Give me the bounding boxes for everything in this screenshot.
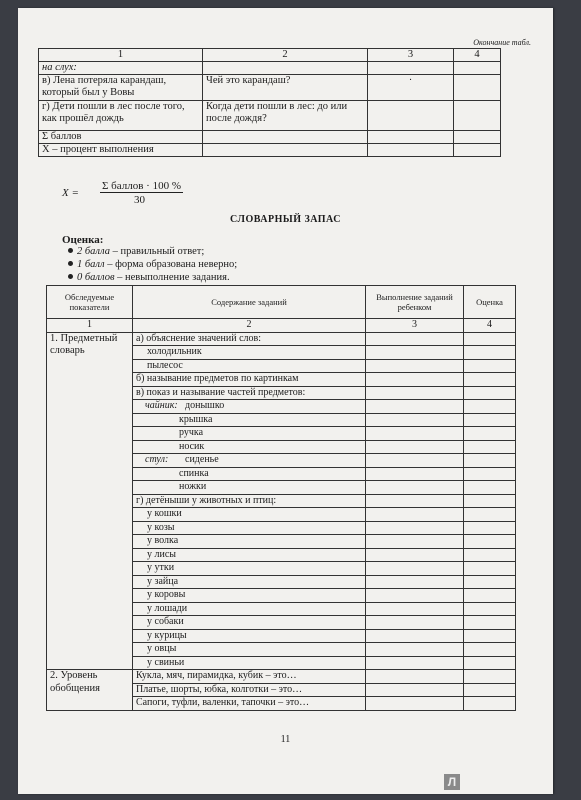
result-cell (366, 535, 464, 549)
score-cell (464, 562, 516, 576)
score-cell (464, 400, 516, 414)
row-label: в) Лена потеряла карандаш, который был у Вовы (39, 75, 203, 101)
task-text: а) объяснение значений слов: (136, 332, 262, 344)
score-item (68, 259, 237, 270)
score-cell (464, 359, 516, 373)
task-cell (133, 602, 366, 616)
result-cell (366, 589, 464, 603)
header-row (47, 286, 516, 319)
score-cell (464, 481, 516, 495)
col-num: 4 (454, 49, 501, 62)
task-text: ножки (179, 481, 207, 492)
task-text: в) показ и называние частей предметов: (136, 386, 306, 398)
task-text: сиденье (185, 454, 219, 465)
result-cell (366, 575, 464, 589)
score-cell (464, 697, 516, 711)
task-cell (133, 332, 366, 346)
score-item (68, 246, 204, 257)
table-end-note: Окончание табл. (473, 38, 531, 47)
task-cell (133, 413, 366, 427)
row-task: Когда дети пошли в лес: до или после дождя? (203, 101, 368, 131)
task-cell (133, 359, 366, 373)
task-text: у утки (147, 562, 175, 573)
score-cell (464, 346, 516, 360)
task-text: холодильник (147, 346, 202, 357)
task-cell (133, 616, 366, 630)
result-cell (366, 346, 464, 360)
document-page (18, 8, 553, 794)
result-cell (366, 562, 464, 576)
task-cell (133, 440, 366, 454)
result-cell (366, 670, 464, 684)
table-row (47, 332, 516, 346)
result-cell (366, 332, 464, 346)
score-cell (464, 575, 516, 589)
item-prefix: стул: (145, 454, 169, 465)
row-task: Чей это карандаш? (203, 75, 368, 101)
bullet-icon (68, 248, 73, 253)
col-num: 3 (368, 49, 454, 62)
score-item (68, 272, 230, 283)
score-cell (464, 643, 516, 657)
col-num: 4 (464, 319, 516, 333)
task-cell (133, 535, 366, 549)
task-text: у лисы (147, 548, 176, 560)
task-text: донышко (185, 400, 225, 411)
score-cell (464, 494, 516, 508)
result-cell (366, 508, 464, 522)
score-text: – невыполнение задания. (114, 272, 230, 283)
assessment-table-top (38, 48, 501, 157)
item-prefix: чайник: (145, 400, 178, 411)
task-text: Платье, шорты, юбка, колготки – это… (136, 683, 303, 695)
task-cell (133, 670, 366, 684)
score-points: 0 баллов (77, 272, 115, 283)
task-text: у зайца (147, 575, 179, 587)
task-text: г) детёныши у животных и птиц: (136, 494, 277, 506)
score-text: – форма образована неверно; (104, 259, 238, 270)
task-cell (133, 400, 366, 414)
task-text: Сапоги, туфли, валенки, тапочки – это… (136, 697, 310, 708)
task-cell (133, 467, 366, 481)
score-cell (464, 589, 516, 603)
result-cell (366, 494, 464, 508)
score-cell (464, 413, 516, 427)
task-cell (133, 697, 366, 711)
task-text: у кошки (147, 508, 182, 519)
task-text: у свиньи (147, 656, 185, 668)
header-tasks: Содержание заданий (133, 286, 366, 319)
task-text: б) называние предметов по картинкам (136, 373, 299, 384)
result-cell (366, 656, 464, 670)
task-cell (133, 346, 366, 360)
task-cell (133, 643, 366, 657)
header-indicators: Обследуемые показатели (47, 286, 133, 319)
task-cell (133, 373, 366, 387)
task-text: у курицы (147, 629, 187, 641)
task-text: у лошади (147, 602, 188, 614)
col-num: 3 (366, 319, 464, 333)
score-text: – правильный ответ; (109, 246, 205, 257)
result-cell (366, 454, 464, 468)
col-num: 2 (133, 319, 366, 333)
result-cell (366, 413, 464, 427)
header-score: Оценка (464, 286, 516, 319)
result-cell (366, 386, 464, 400)
score-cell (464, 548, 516, 562)
bullet-icon (68, 274, 73, 279)
task-text: у волка (147, 535, 179, 546)
score-cell (464, 508, 516, 522)
task-cell (133, 427, 366, 441)
bullet-icon (68, 261, 73, 266)
result-cell (366, 359, 464, 373)
task-text: пылесос (147, 359, 183, 371)
col-num: 1 (39, 49, 203, 62)
table-row (39, 131, 501, 144)
task-cell (133, 481, 366, 495)
score-cell (464, 535, 516, 549)
result-cell (366, 440, 464, 454)
result-cell (366, 602, 464, 616)
score-cell (464, 427, 516, 441)
col-num: 1 (47, 319, 133, 333)
section-title: СЛОВАРНЫЙ ЗАПАС (230, 214, 341, 225)
task-cell (133, 656, 366, 670)
score-cell (464, 386, 516, 400)
formula-denominator: 30 (134, 194, 145, 206)
group-label: 1. Предметный словарь (47, 332, 133, 670)
result-cell: · (368, 75, 454, 101)
sum-label: Σ баллов (39, 131, 203, 144)
score-cell (464, 670, 516, 684)
score-cell (464, 616, 516, 630)
table-row (39, 62, 501, 75)
vocabulary-table (46, 285, 516, 711)
table-row (39, 75, 501, 101)
score-cell (464, 454, 516, 468)
task-text: у собаки (147, 616, 184, 627)
task-text: ручка (179, 427, 204, 438)
percent-label: X – процент выполнения (39, 144, 203, 157)
result-cell (366, 373, 464, 387)
page-number: 11 (280, 734, 291, 745)
score-cell (464, 656, 516, 670)
score-cell (464, 373, 516, 387)
col-num: 2 (203, 49, 368, 62)
result-cell (366, 521, 464, 535)
column-number-row (39, 49, 501, 62)
score-heading: Оценка: (62, 234, 104, 246)
result-cell (366, 427, 464, 441)
row-task (203, 62, 368, 75)
publisher-logo-icon: Л (444, 774, 460, 790)
task-cell (133, 562, 366, 576)
score-points: 2 балла (77, 246, 110, 257)
table-row (39, 101, 501, 131)
formula-lhs: X = (62, 187, 79, 199)
result-cell (366, 400, 464, 414)
task-text: у козы (147, 521, 175, 533)
result-cell (366, 548, 464, 562)
task-text: носик (179, 440, 205, 452)
header-performance: Выполнение заданий ребенком (366, 286, 464, 319)
task-cell (133, 683, 366, 697)
task-cell (133, 629, 366, 643)
task-cell (133, 508, 366, 522)
score-cell (464, 440, 516, 454)
task-text: спинка (179, 467, 209, 479)
task-cell (133, 521, 366, 535)
row-label: на слух: (39, 62, 203, 75)
result-cell (366, 683, 464, 697)
score-points: 1 балл (77, 259, 105, 270)
result-cell (366, 629, 464, 643)
task-cell (133, 494, 366, 508)
task-cell (133, 454, 366, 468)
table-row (47, 670, 516, 684)
task-cell (133, 548, 366, 562)
score-cell (464, 467, 516, 481)
score-cell (464, 332, 516, 346)
group-label: 2. Уровень обобщения (47, 670, 133, 711)
column-number-row (47, 319, 516, 333)
score-cell (464, 602, 516, 616)
formula-numerator: Σ баллов · 100 % (102, 180, 181, 192)
result-cell (366, 481, 464, 495)
score-cell (464, 629, 516, 643)
task-cell (133, 575, 366, 589)
result-cell (366, 643, 464, 657)
score-cell (464, 521, 516, 535)
row-task (203, 131, 368, 144)
row-task (203, 144, 368, 157)
row-label: г) Дети пошли в лес после того, как прошёл дождь (39, 101, 203, 131)
task-text: Кукла, мяч, пирамидка, кубик – это… (136, 670, 297, 681)
table-row (39, 144, 501, 157)
score-cell (464, 683, 516, 697)
task-text: у овцы (147, 643, 177, 654)
result-cell (366, 616, 464, 630)
result-cell (366, 467, 464, 481)
task-cell (133, 386, 366, 400)
task-cell (133, 589, 366, 603)
task-text: у коровы (147, 589, 186, 600)
result-cell (366, 697, 464, 711)
task-text: крышка (179, 413, 213, 425)
